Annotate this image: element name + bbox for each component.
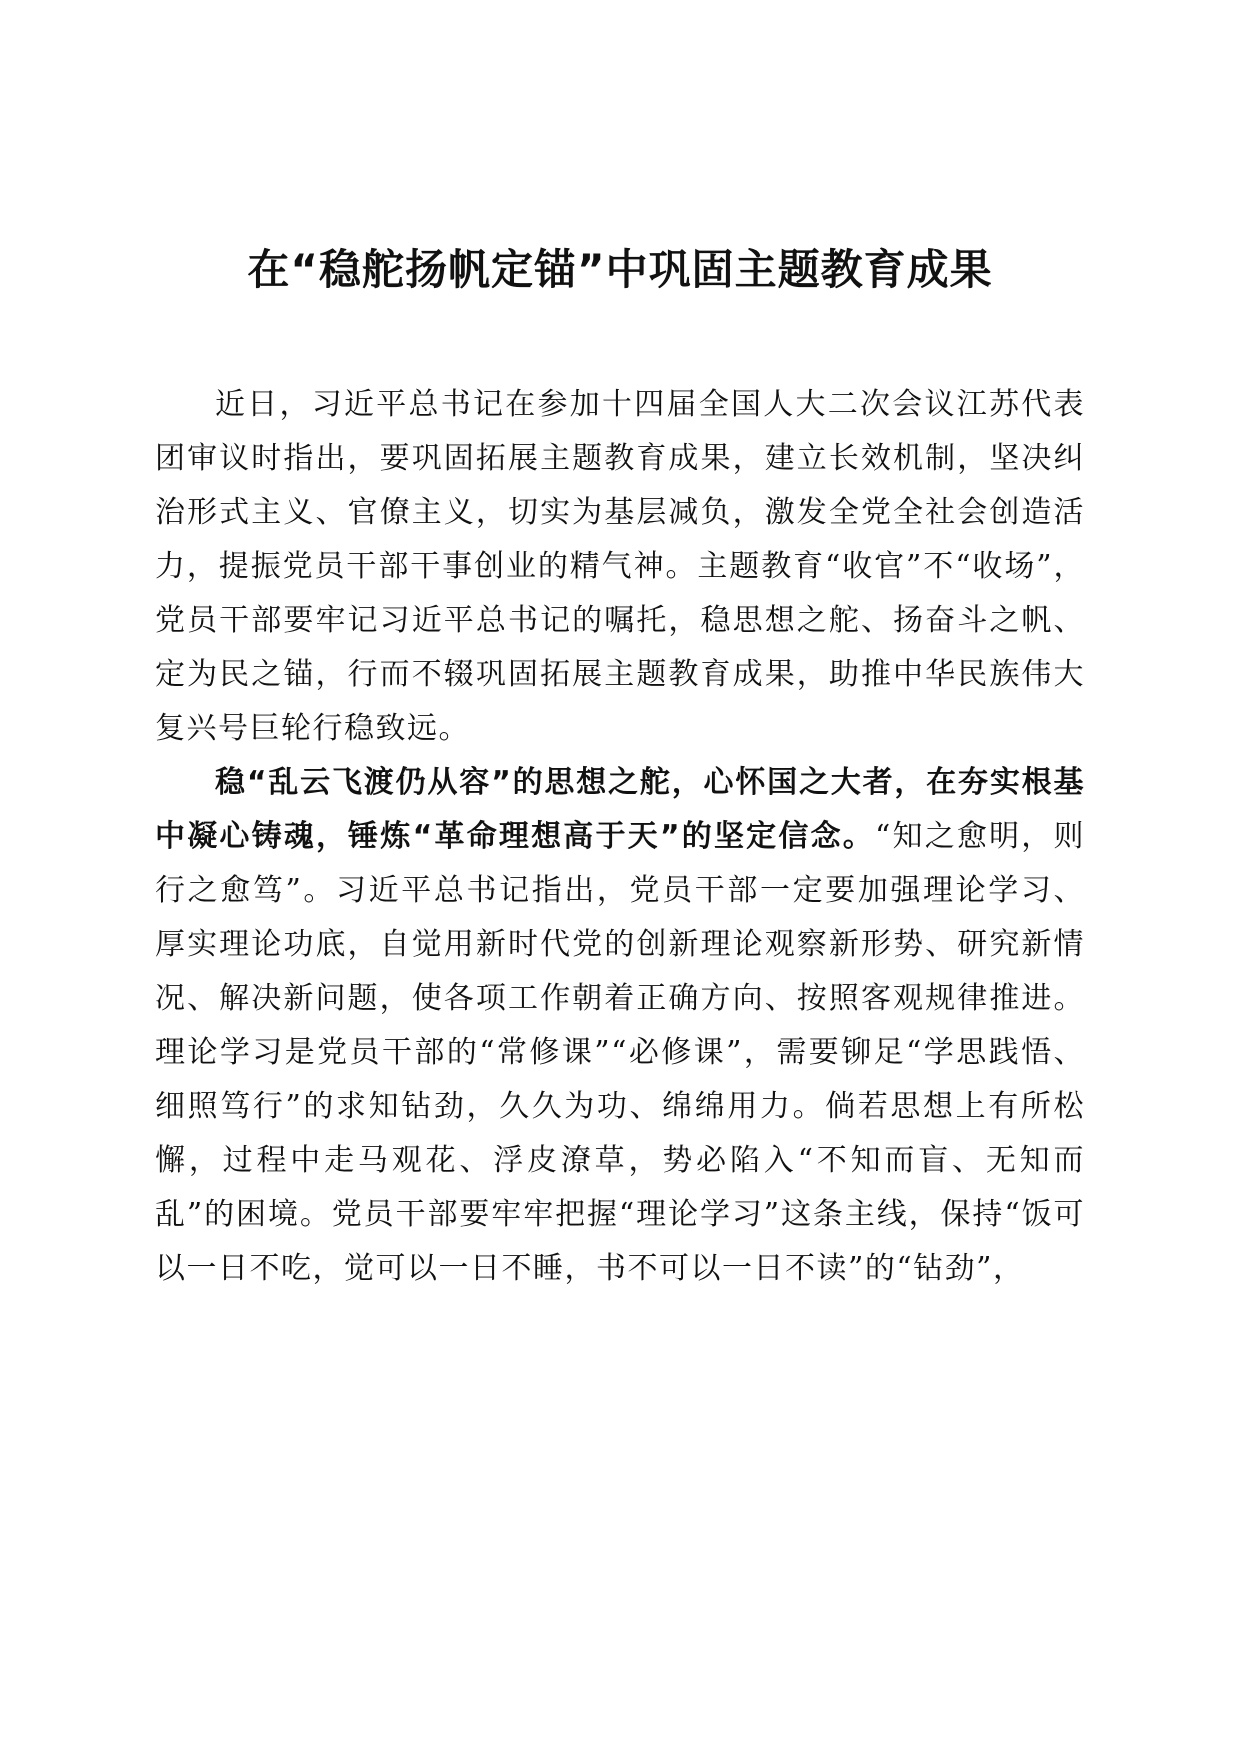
paragraph-text: “知之愈明，则行之愈笃”。习近平总书记指出，党员干部一定要加强理论学习、厚实理论功底，自觉用新时代党的创新理论观察新形势、研究新情况、解决新问题，使各项工作朝着正确方向、按照客观规律推进。理论学习是党员干部的“常修课”“必修课”，需要铆足“学思践悟、细照笃行”的求知钻劲，久久为功、绵绵用力。倘若思想上有所松懈，过程中走马观花、浮皮潦草，势必陷入“不知而盲、无知而乱”的困境。党员干部要牢牢把握“理论学习”这条主线，保持“饭可以一日不吃，觉可以一日不睡，书不可以一日不读”的“钻劲”， [155,819,1085,1286]
document-body [155,378,1085,1296]
paragraph-text: 近日，习近平总书记在参加十四届全国人大二次会议江苏代表团审议时指出，要巩固拓展主题教育成果，建立长效机制，坚决纠治形式主义、官僚主义，切实为基层减负，激发全党全社会创造活力，提振党员干部干事创业的精气神。主题教育“收官”不“收场”，党员干部要牢记习近平总书记的嘱托，稳思想之舵、扬奋斗之帆、定为民之锚，行而不辍巩固拓展主题教育成果，助推中华民族伟大复兴号巨轮行稳致远。 [155,387,1085,746]
paragraph-section-one [155,756,1085,1296]
document-title: 在“稳舵扬帆定锚”中巩固主题教育成果 [247,245,993,294]
paragraph-lead: 稳“乱云飞渡仍从容”的思想之舵，心怀国之大者，在夯实根基中凝心铸魂，锤炼“革命理想高于天”的坚定信念。 [155,765,1085,854]
paragraph-intro [155,378,1085,756]
